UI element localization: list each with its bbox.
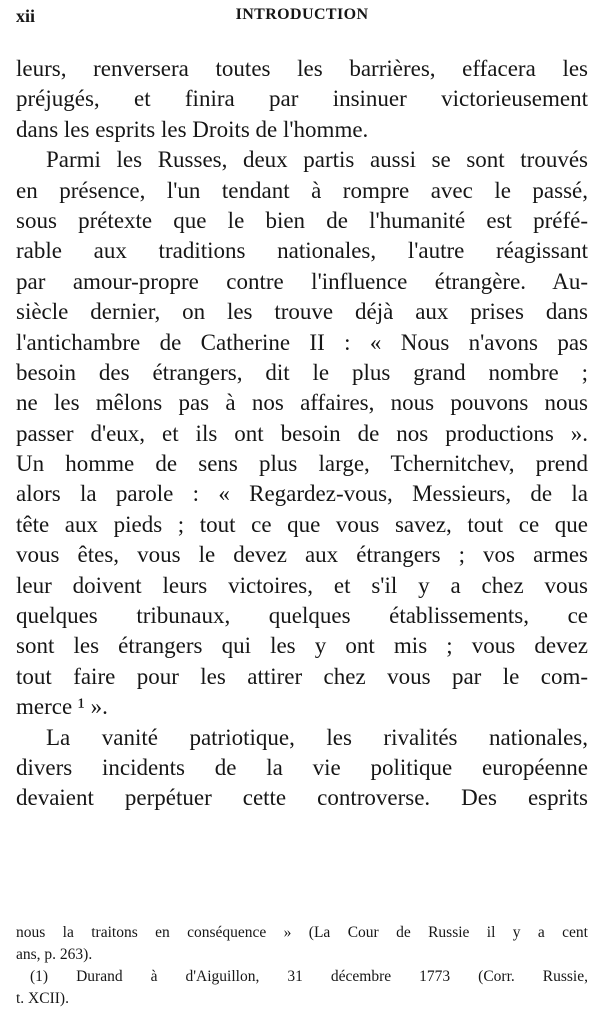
page-number: xii — [16, 6, 36, 26]
paragraph-vanity — [16, 723, 588, 814]
text-line: l'antichambre de Catherine II : « Nous n'avons pas — [16, 329, 588, 355]
text-line: alors la parole : « Regardez-vous, Messieurs, de la — [16, 481, 588, 507]
text-line: vous êtes, vous le devez aux étrangers ; vos armes — [16, 542, 588, 568]
text-line: leur doivent leurs victoires, et s'il y a chez vous — [16, 572, 588, 598]
text-line: Parmi les Russes, deux partis aussi se sont trouvés — [46, 147, 588, 173]
paragraph-continued — [16, 54, 588, 145]
text-line: préjugés, et finira par insinuer victorieusement — [16, 86, 588, 112]
text-line: divers incidents de la vie politique européenne — [16, 754, 588, 780]
paragraph-russians — [16, 145, 588, 722]
text-line: tout faire pour les attirer chez vous par le com- — [16, 663, 588, 689]
text-line: siècle dernier, on les trouve déjà aux prises dans — [16, 299, 588, 325]
footnote-line: ans, p. 263). — [16, 946, 93, 963]
text-line: dans les esprits les Droits de l'homme. — [16, 116, 369, 142]
footnotes — [16, 922, 588, 1010]
body-text — [16, 54, 588, 814]
page-header — [16, 6, 588, 34]
text-line: La vanité patriotique, les rivalités nationales, — [46, 724, 588, 750]
text-line: par amour-propre contre l'influence étrangère. Au- — [16, 268, 588, 294]
text-line: merce ¹ ». — [16, 694, 108, 720]
footnote-line: (1) Durand à d'Aiguillon, 31 décembre 1773 (Corr. Russie, — [30, 968, 588, 985]
text-line: en présence, l'un tendant à rompre avec le passé, — [16, 177, 588, 203]
text-line: passer d'eux, et ils ont besoin de nos productions ». — [16, 420, 588, 446]
text-line: sous prétexte que le bien de l'humanité est préfé- — [16, 207, 588, 233]
text-line: devaient perpétuer cette controverse. Des esprits — [16, 785, 588, 811]
text-line: Un homme de sens plus large, Tchernitchev, prend — [16, 451, 588, 477]
text-line: leurs, renversera toutes les barrières, effacera les — [16, 56, 588, 81]
footnote-line: t. XCII). — [16, 990, 69, 1007]
running-head: INTRODUCTION — [235, 6, 369, 23]
footnote-line: nous la traitons en conséquence » (La Cour de Russie il y a cent — [16, 924, 588, 941]
text-line: tête aux pieds ; tout ce que vous savez, tout ce que — [16, 511, 588, 537]
footnote-1 — [16, 966, 588, 1010]
footnote-continued — [16, 922, 588, 966]
text-line: ne les mêlons pas à nos affaires, nous pouvons nous — [16, 390, 588, 416]
text-line: sont les étrangers qui les y ont mis ; vous devez — [16, 633, 588, 659]
text-line: quelques tribunaux, quelques établissements, ce — [16, 603, 588, 629]
text-line: rable aux traditions nationales, l'autre réagissant — [16, 238, 588, 264]
text-line: besoin des étrangers, dit le plus grand nombre ; — [16, 359, 588, 385]
